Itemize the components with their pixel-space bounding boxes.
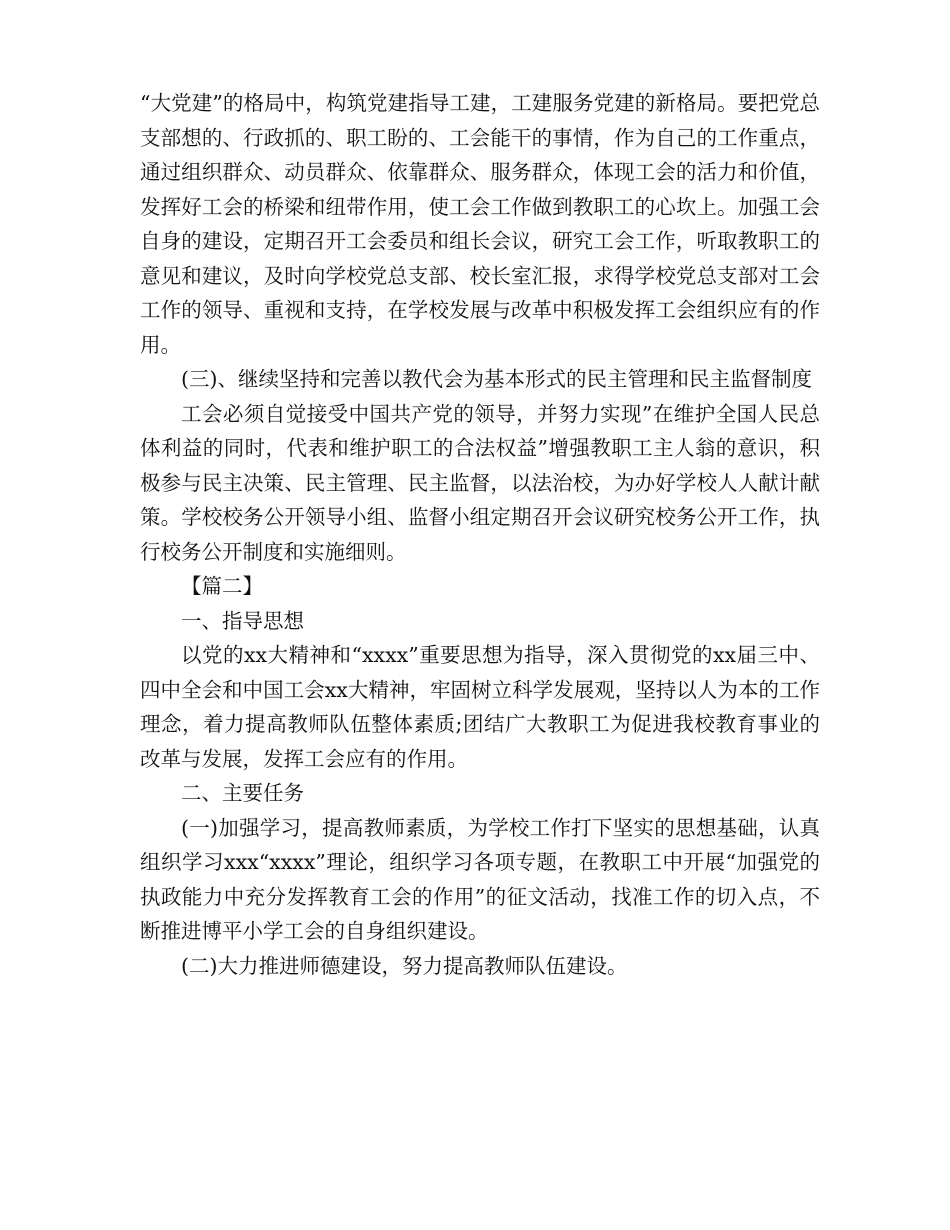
paragraph-9: (二)大力推进师德建设，努力提高教师队伍建设。 [181, 953, 628, 978]
heading-guiding-ideology: 一、指导思想 [181, 608, 304, 633]
paragraph-2-heading: (三)、继续坚持和完善以教代会为基本形式的民主管理和民主监督制度 [181, 367, 812, 391]
document-body [140, 86, 820, 983]
section-title: 【篇二】 [181, 574, 263, 598]
paragraph-8: (一)加强学习，提高教师素质，为学校工作打下坚实的思想基础，认真组织学习xxx“xxxx”理论，组织学习各项专题，在教职工中开展“加强党的执政能力中充分发挥教育工会的作用”的征文活动，找准工作的切入点，不断推进博平小学工会的自身组织建设。 [140, 815, 820, 943]
paragraph-1: “大党建”的格局中，构筑党建指导工建，工建服务党建的新格局。要把党总支部想的、行政抓的、职工盼的、工会能干的事情，作为自己的工作重点，通过组织群众、动员群众、依靠群众、服务群众，体现工会的活力和价值，发挥好工会的桥梁和纽带作用，使工会工作做到教职工的心坎上。加强工会自身的建设，定期召开工会委员和组长会议，研究工会工作，听取教职工的意见和建议，及时向学校党总支部、校长室汇报，求得学校党总支部对工会工作的领导、重视和支持，在学校发展与改革中积极发挥工会组织应有的作用。 [140, 91, 820, 357]
paragraph-3: 工会必须自觉接受中国共产党的领导，并努力实现”在维护全国人民总体利益的同时，代表和维护职工的合法权益”增强教职工主人翁的意识，积极参与民主决策、民主管理、民主监督，以法治校，为办好学校人人献计献策。学校校务公开领导小组、监督小组定期召开会议研究校务公开工作，执行校务公开制度和实施细则。 [140, 401, 820, 564]
heading-main-tasks: 二、主要任务 [181, 781, 304, 805]
paragraph-6: 以党的xx大精神和“xxxx”重要思想为指导，深入贯彻党的xx届三中、四中全会和中国工会xx大精神，牢固树立科学发展观，坚持以人为本的工作理念，着力提高教师队伍整体素质;团结广大教职工为促进我校教育事业的改革与发展，发挥工会应有的作用。 [140, 643, 820, 771]
